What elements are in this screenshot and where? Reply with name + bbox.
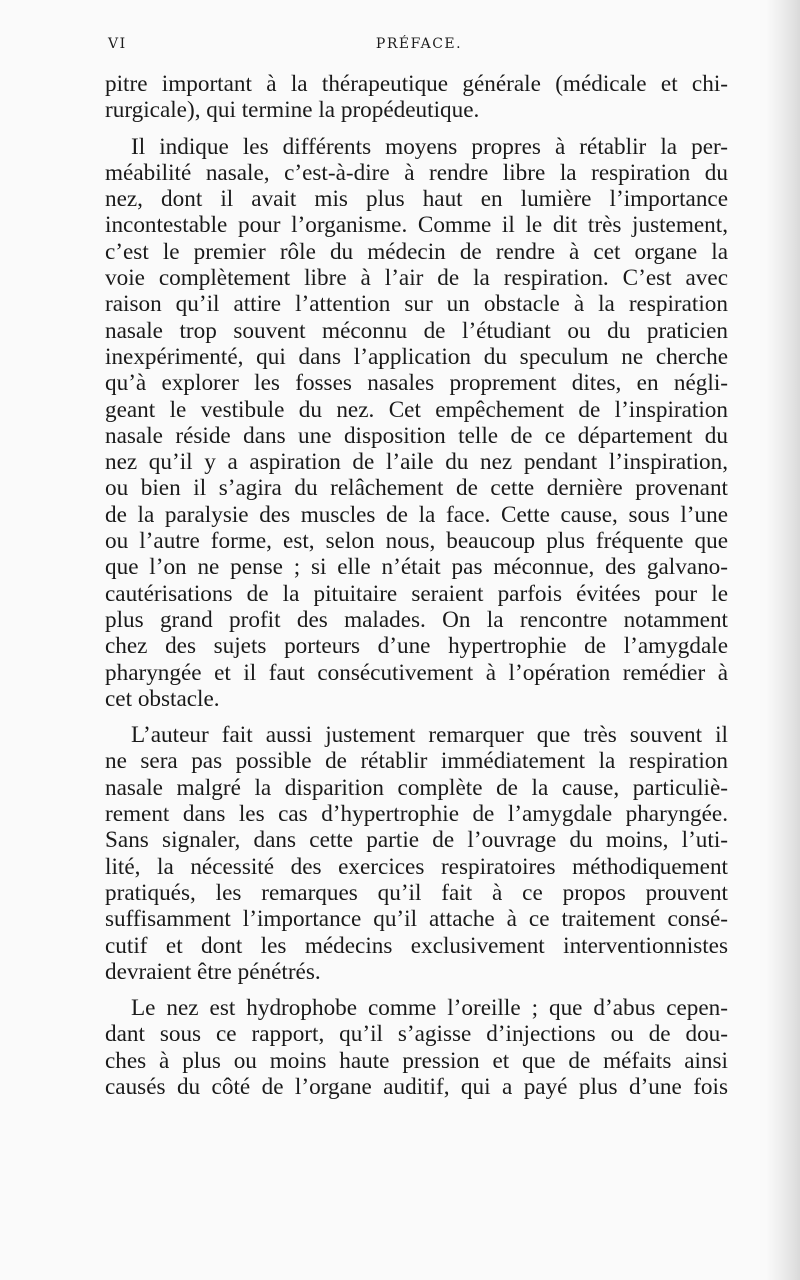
body-text <box>105 71 728 1100</box>
text-line: nez, dont il avait mis plus haut en lumière l’importance <box>105 186 728 213</box>
text-line: ou bien il s’agira du relâchement de cette dernière provenant <box>105 475 728 502</box>
text-line: cautérisations de la pituitaire seraient parfois évitées pour le <box>105 580 728 607</box>
text-line: L’auteur fait aussi justement remarquer que très souvent il <box>131 722 728 749</box>
text-line: nasale réside dans une disposition telle de ce département du <box>105 422 728 449</box>
text-line: ou l’autre forme, est, selon nous, beaucoup plus fréquente que <box>105 528 728 555</box>
text-line: cet obstacle. <box>105 685 220 712</box>
text-line: pharyngée et il faut consécutivement à l’opération remédier à <box>105 659 728 686</box>
text-line: ne sera pas possible de rétablir immédiatement la respiration <box>105 748 728 775</box>
text-line: que l’on ne pense ; si elle n’était pas méconnue, des galvano- <box>105 554 728 581</box>
text-line: Sans signaler, dans cette partie de l’ouvrage du moins, l’uti- <box>105 827 728 854</box>
paragraph-gap <box>105 985 728 995</box>
text-line: chez des sujets porteurs d’une hypertrophie de l’amygdale <box>105 633 728 660</box>
text-line: Il indique les différents moyens propres à rétablir la per- <box>131 133 728 160</box>
text-line: incontestable pour l’organisme. Comme il le dit très justement, <box>105 212 728 239</box>
text-line: geant le vestibule du nez. Cet empêchement de l’inspiration <box>105 396 728 423</box>
text-line: suffisamment l’importance qu’il attache à ce traitement consé- <box>105 906 728 933</box>
paragraph-gap <box>105 712 728 722</box>
text-line: lité, la nécessité des exercices respiratoires méthodiquement <box>105 853 728 880</box>
text-line: rement dans les cas d’hypertrophie de l’amygdale pharyngée. <box>105 801 728 828</box>
text-line: dant sous ce rapport, qu’il s’agisse d’injections ou de dou- <box>105 1021 728 1048</box>
running-title: PRÉFACE. <box>375 36 463 52</box>
text-line: plus grand profit des malades. On la rencontre notamment <box>105 606 728 633</box>
text-line: cutif et dont les médecins exclusivement interventionnistes <box>105 932 728 959</box>
text-line: ches à plus ou moins haute pression et que de méfaits ainsi <box>105 1047 728 1074</box>
text-line: rurgicale), qui termine la propédeutique. <box>105 97 480 124</box>
text-line: nasale trop souvent méconnu de l’étudiant ou du praticien <box>105 317 728 344</box>
text-line: c’est le premier rôle du médecin de rendre à cet organe la <box>105 238 728 265</box>
text-line: qu’à explorer les fosses nasales proprement dites, en négli- <box>105 370 728 397</box>
text-line: nasale malgré la disparition complète de la cause, particuliè- <box>105 774 728 801</box>
text-line: devraient être pénétrés. <box>105 958 321 985</box>
page-number: VI <box>108 36 127 52</box>
text-line: pratiqués, les remarques qu’il fait à ce propos prouvent <box>105 879 728 906</box>
running-head <box>108 36 730 56</box>
text-line: de la paralysie des muscles de la face. Cette cause, sous l’une <box>105 501 728 528</box>
text-line: voie complètement libre à l’air de la respiration. C’est avec <box>105 265 728 292</box>
page-edge-shadow <box>766 0 800 1280</box>
text-line: nez qu’il y a aspiration de l’aile du nez pendant l’inspiration, <box>105 449 728 476</box>
text-line: inexpérimenté, qui dans l’application du speculum ne cherche <box>105 343 728 370</box>
paragraph-gap <box>105 124 728 134</box>
text-line: méabilité nasale, c’est-à-dire à rendre libre la respiration du <box>105 159 728 186</box>
text-line: pitre important à la thérapeutique générale (médicale et chi- <box>105 71 728 97</box>
text-line: causés du côté de l’organe auditif, qui a payé plus d’une fois <box>105 1073 728 1100</box>
text-line: raison qu’il attire l’attention sur un obstacle à la respiration <box>105 291 728 318</box>
text-line: Le nez est hydrophobe comme l’oreille ; que d’abus cepen- <box>131 995 728 1022</box>
